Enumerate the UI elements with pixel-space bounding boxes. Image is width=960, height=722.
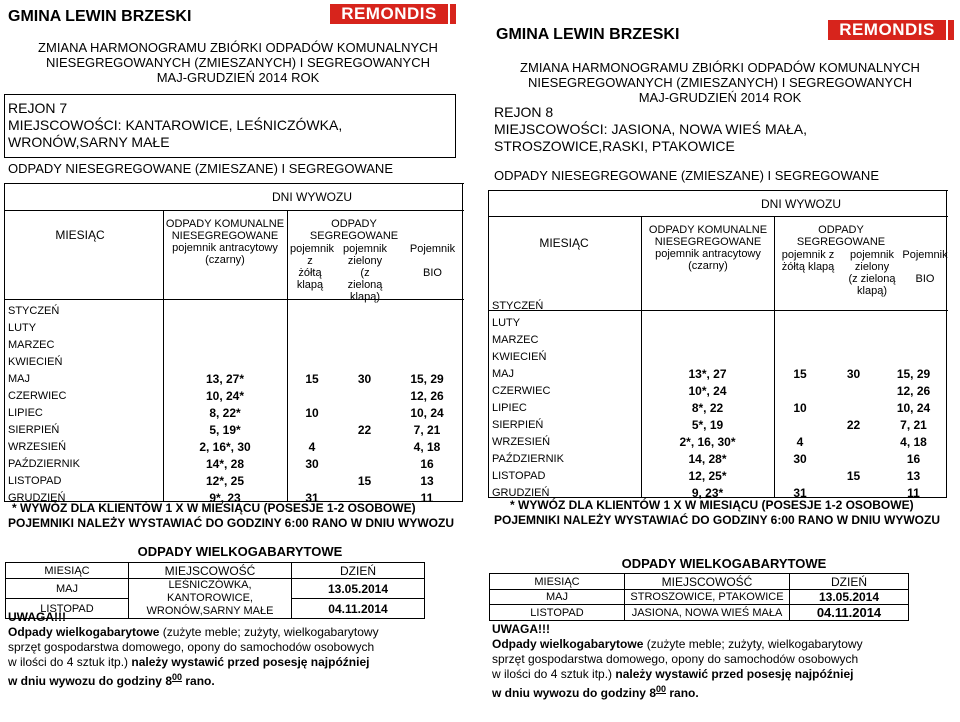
yellow-bin-days (287, 302, 337, 319)
month-cell: WRZESIEŃ (8, 440, 67, 453)
green-bin-days (337, 336, 392, 353)
col-komunalne-header (643, 224, 773, 272)
title-line: NIESEGREGOWANYCH (ZMIESZANYCH) I SEGREGOWANYCH (45, 55, 430, 70)
bio-bin-days (392, 336, 462, 353)
header-line: Pojemnik (902, 249, 948, 261)
green-bin-days: 15 (846, 468, 861, 483)
yellow-bin-days: 30 (793, 451, 807, 466)
warning-block (8, 610, 473, 689)
schedule-row (489, 365, 946, 382)
header-line: klapą) (350, 291, 380, 303)
green-bin-days (826, 331, 881, 348)
warning-text: (zużyte meble; zużyty, wielkogabarytowy (643, 637, 863, 651)
schedule-row (489, 348, 946, 365)
warning-line: sprzęt gospodarstwa domowego, opony do samochodów osobowych (492, 652, 859, 666)
mixed-waste-days (163, 319, 287, 336)
header-line: zielony (854, 261, 890, 273)
warning-line (492, 667, 960, 682)
gmina-title: GMINA LEWIN BRZESKI (496, 26, 680, 43)
schedule-row (489, 450, 946, 467)
yellow-bin-days (287, 353, 337, 370)
green-bin-days (826, 382, 881, 399)
month-cell: LIPIEC (8, 406, 43, 419)
title-line: ZMIANA HARMONOGRAMU ZBIÓRKI ODPADÓW KOMUNALNYCH (38, 40, 438, 55)
month-cell: LISTOPAD (8, 474, 62, 487)
col-green-header (842, 249, 902, 297)
schedule-title (8, 40, 468, 85)
waste-header: ODPADY NIESEGREGOWANE (ZMIESZANE) I SEGREGOWANE (494, 168, 879, 183)
header-line: (czarny) (205, 254, 245, 266)
bio-bin-days: 4, 18 (900, 434, 927, 449)
region-label: REJON 8 (494, 104, 554, 120)
bulky-col-place: MIEJSCOWOŚĆ (129, 563, 292, 579)
mixed-waste-days: 2, 16*, 30 (199, 439, 251, 454)
month-cell: MARZEC (8, 338, 55, 351)
warning-text: w ilości do 4 sztuk itp.) (492, 667, 616, 681)
yellow-bin-days (774, 467, 826, 484)
mixed-waste-days: 14, 28* (688, 451, 727, 466)
warning-bold: należy wystawić przed posesję najpóźniej (131, 655, 370, 669)
green-bin-days (826, 314, 881, 331)
green-bin-days (826, 450, 881, 467)
bio-bin-days: 13 (906, 468, 921, 483)
yellow-bin-days: 4 (308, 439, 316, 454)
green-bin-days: 22 (357, 422, 372, 437)
warning-title: UWAGA!!! (492, 622, 550, 636)
warning-block (492, 622, 960, 701)
green-bin-days: 15 (357, 473, 372, 488)
header-line: (czarny) (688, 260, 728, 272)
green-bin-days (337, 302, 392, 319)
green-bin-days: 30 (846, 366, 861, 381)
header-line: żółtą klapą (781, 261, 835, 273)
schedule-row (489, 467, 946, 484)
mixed-waste-days: 14*, 28 (205, 456, 245, 471)
yellow-bin-days: 30 (305, 456, 319, 471)
bulky-day: 04.11.2014 (790, 605, 909, 621)
warning-text: w dniu wywozu do godziny 8 (492, 686, 656, 700)
mixed-waste-days: 9, 23* (691, 485, 724, 500)
bio-bin-days (392, 319, 462, 336)
bulky-col-month: MIESIĄC (490, 574, 625, 590)
header-line: klapą) (857, 285, 887, 297)
bio-bin-days: 10, 24 (896, 400, 931, 415)
mixed-waste-days (163, 353, 287, 370)
header-line: Pojemnik (409, 243, 456, 255)
days-header: DNI WYWOZU (761, 197, 841, 211)
bulky-col-day: DZIEŃ (292, 563, 425, 579)
yellow-bin-days (774, 382, 826, 399)
bulky-waste-table (489, 573, 909, 621)
note-once-monthly: * WYWÓZ DLA KLIENTÓW 1 X W MIESIĄCU (POSESJE 1-2 OSOBOWE) (510, 498, 914, 512)
bulky-place: JASIONA, NOWA WIEŚ MAŁA (625, 605, 790, 621)
header-line: NIESEGREGOWANE (654, 236, 762, 248)
header-line: zieloną (347, 279, 383, 291)
mixed-waste-days: 10, 24* (205, 388, 245, 403)
note-once-monthly: * WYWÓZ DLA KLIENTÓW 1 X W MIESIĄCU (POSESJE 1-2 OSOBOWE) (12, 501, 416, 515)
yellow-bin-days: 15 (305, 371, 319, 386)
green-bin-days (337, 455, 392, 472)
schedule-row (489, 416, 946, 433)
yellow-bin-days (287, 472, 337, 489)
month-cell: SIERPIEŃ (492, 418, 544, 431)
mixed-waste-days: 13*, 27 (688, 366, 727, 381)
warning-bold: należy wystawić przed posesję najpóźniej (615, 667, 854, 681)
schedule-row (5, 302, 462, 319)
yellow-bin-days (287, 336, 337, 353)
bulky-waste-title: ODPADY WIELKOGABARYTOWE (621, 556, 827, 571)
bulky-month: MAJ (490, 590, 625, 605)
bulky-waste-title: ODPADY WIELKOGABARYTOWE (137, 544, 343, 559)
mixed-waste-days (163, 336, 287, 353)
schedule-panel-rejon-8 (484, 0, 960, 722)
schedule-row (489, 331, 946, 348)
col-bio-header (902, 249, 948, 285)
mixed-waste-days: 8, 22* (209, 405, 241, 420)
mixed-waste-days: 12, 25* (688, 468, 727, 483)
month-cell: KWIECIEŃ (492, 350, 547, 363)
bio-bin-days (881, 297, 946, 314)
header-line: ODPADY KOMUNALNE (165, 218, 285, 230)
remondis-logo: REMONDIS (330, 4, 448, 24)
month-cell: SIERPIEŃ (8, 423, 60, 436)
region-label: REJON 7 (8, 100, 68, 116)
month-cell: LUTY (8, 321, 37, 334)
bio-bin-days (392, 302, 462, 319)
warning-text: rano. (182, 674, 215, 688)
gmina-title: GMINA LEWIN BRZESKI (8, 8, 192, 25)
green-bin-days: 22 (846, 417, 861, 432)
green-bin-days (337, 404, 392, 421)
mixed-waste-days (641, 297, 774, 314)
col-komunalne-header (165, 218, 285, 266)
header-line: BIO (915, 273, 935, 285)
title-line: NIESEGREGOWANYCH (ZMIESZANYCH) I SEGREGOWANYCH (527, 75, 912, 90)
col-green-header (340, 243, 390, 303)
green-bin-days (337, 438, 392, 455)
warning-text: w dniu wywozu do godziny 8 (8, 674, 172, 688)
green-bin-days (826, 399, 881, 416)
schedule-row (5, 404, 462, 421)
bio-bin-days (392, 353, 462, 370)
bulky-col-place: MIEJSCOWOŚĆ (625, 574, 790, 590)
schedule-row (5, 387, 462, 404)
yellow-bin-days (774, 297, 826, 314)
col-segregowane-header: ODPADY SEGREGOWANE (309, 218, 399, 242)
green-bin-days (337, 387, 392, 404)
warning-line (8, 670, 473, 689)
schedule-row (5, 336, 462, 353)
bulky-month: LISTOPAD (490, 605, 625, 621)
warning-sup: 00 (656, 684, 667, 694)
month-cell: MAJ (492, 367, 514, 380)
green-bin-days (337, 319, 392, 336)
schedule-row (5, 370, 462, 387)
schedule-row (489, 433, 946, 450)
yellow-bin-days: 4 (796, 434, 804, 449)
mixed-waste-days (641, 314, 774, 331)
note-set-out-time: POJEMNIKI NALEŻY WYSTAWIAĆ DO GODZINY 6:00 RANO W DNIU WYWOZU (494, 513, 941, 527)
col-yellow-header (290, 243, 335, 291)
schedule-row (489, 314, 946, 331)
bio-bin-days: 10, 24 (410, 405, 444, 420)
month-cell: WRZESIEŃ (492, 435, 551, 448)
month-cell: PAŹDZIERNIK (8, 457, 80, 470)
month-cell: LUTY (492, 316, 521, 329)
schedule-row (489, 399, 946, 416)
mixed-waste-days: 8*, 22 (691, 400, 724, 415)
mixed-waste-days (163, 302, 287, 319)
mixed-waste-days (641, 348, 774, 365)
header-line: pojemnik z (781, 249, 835, 261)
bio-bin-days (881, 314, 946, 331)
yellow-bin-days (774, 416, 826, 433)
bulky-day: 04.11.2014 (292, 599, 425, 619)
schedule-panel-rejon-7 (0, 0, 478, 722)
mixed-waste-days: 5*, 19 (691, 417, 724, 432)
warning-line (8, 655, 473, 670)
bio-bin-days: 15, 29 (896, 366, 931, 381)
header-line: pojemnik (290, 243, 335, 255)
days-header: DNI WYWOZU (272, 190, 352, 204)
places-line: MIEJSCOWOŚCI: JASIONA, NOWA WIEŚ MAŁA, (494, 121, 807, 137)
warning-bold: Odpady wielkogabarytowe (492, 637, 644, 651)
bulky-day: 13.05.2014 (292, 579, 425, 599)
yellow-bin-days: 10 (305, 405, 319, 420)
warning-text: rano. (666, 686, 699, 700)
bulky-month: LISTOPAD (6, 599, 129, 619)
bio-bin-days: 7, 21 (413, 422, 441, 437)
title-line: MAJ-GRUDZIEŃ 2014 ROK (638, 90, 802, 105)
bulky-place-line: LEŚNICZÓWKA, KANTOROWICE, (167, 579, 253, 604)
schedule-title (488, 60, 952, 105)
header-line: NIESEGREGOWANE (171, 230, 279, 242)
yellow-bin-days: 10 (793, 400, 807, 415)
mixed-waste-days (641, 331, 774, 348)
warning-line (8, 625, 473, 640)
yellow-bin-days (774, 331, 826, 348)
warning-line: sprzęt gospodarstwa domowego, opony do samochodów osobowych (8, 640, 375, 654)
places-line: WRONÓW,SARNY MAŁE (8, 134, 170, 150)
warning-text: w ilości do 4 sztuk itp.) (8, 655, 132, 669)
month-cell: MARZEC (492, 333, 539, 346)
header-line: pojemnik antracytowy (172, 242, 278, 254)
bio-bin-days: 16 (906, 451, 921, 466)
bio-bin-days: 12, 26 (410, 388, 444, 403)
yellow-bin-days: 15 (793, 366, 807, 381)
warning-sup: 00 (172, 672, 183, 682)
warning-bold: Odpady wielkogabarytowe (8, 625, 160, 639)
yellow-bin-days (774, 314, 826, 331)
warning-line (492, 682, 960, 701)
schedule-row (5, 421, 462, 438)
bio-bin-days (881, 331, 946, 348)
remondis-logo: REMONDIS (828, 20, 946, 40)
schedule-row (5, 438, 462, 455)
month-cell: CZERWIEC (8, 389, 67, 402)
month-cell: CZERWIEC (492, 384, 551, 397)
mixed-waste-days: 13, 27* (205, 371, 245, 386)
mixed-waste-days: 5, 19* (209, 422, 241, 437)
yellow-bin-days (287, 319, 337, 336)
month-cell: KWIECIEŃ (8, 355, 63, 368)
schedule-table (5, 302, 462, 506)
mixed-waste-days: 10*, 24 (688, 383, 727, 398)
warning-text: (zużyte meble; zużyty, wielkogabarytowy (159, 625, 379, 639)
month-cell: STYCZEŃ (8, 304, 60, 317)
mixed-waste-days: 2*, 16, 30* (679, 434, 736, 449)
yellow-bin-days: 31 (793, 485, 807, 500)
header-line: BIO (423, 267, 442, 279)
month-cell: STYCZEŃ (492, 299, 544, 312)
month-cell: LIPIEC (492, 401, 527, 414)
bio-bin-days: 16 (420, 456, 434, 471)
bulky-day: 13.05.2014 (790, 590, 909, 605)
month-cell: LISTOPAD (492, 469, 546, 482)
schedule-row (489, 297, 946, 314)
bulky-month: MAJ (6, 579, 129, 599)
header-line: żółtą (298, 267, 322, 279)
schedule-row (5, 353, 462, 370)
green-bin-days (826, 348, 881, 365)
month-cell: PAŹDZIERNIK (492, 452, 564, 465)
yellow-bin-days (287, 387, 337, 404)
bio-bin-days: 11 (420, 490, 434, 505)
title-line: ZMIANA HARMONOGRAMU ZBIÓRKI ODPADÓW KOMUNALNYCH (520, 60, 920, 75)
yellow-bin-days: 31 (305, 490, 319, 505)
schedule-table (489, 297, 946, 501)
col-month-header: MIESIĄC (539, 236, 589, 250)
bulky-col-month: MIESIĄC (6, 563, 129, 579)
header-line: ODPADY KOMUNALNE (648, 224, 768, 236)
header-line: pojemnik antracytowy (655, 248, 761, 260)
mixed-waste-days: 12*, 25 (205, 473, 245, 488)
bio-bin-days: 13 (420, 473, 434, 488)
col-bio-header (405, 243, 460, 279)
header-line: z (307, 255, 313, 267)
bulky-place-line: WRONÓW,SARNY MAŁE (146, 605, 274, 617)
note-set-out-time: POJEMNIKI NALEŻY WYSTAWIAĆ DO GODZINY 6:00 RANO W DNIU WYWOZU (8, 516, 455, 530)
mixed-waste-days: 9*, 23 (209, 490, 241, 505)
places-line: MIEJSCOWOŚCI: KANTAROWICE, LEŚNICZÓWKA, (8, 117, 343, 133)
green-bin-days (826, 433, 881, 450)
green-bin-days (826, 297, 881, 314)
header-line: pojemnik (849, 249, 895, 261)
bio-bin-days: 12, 26 (896, 383, 931, 398)
col-month-header: MIESIĄC (55, 228, 105, 242)
places-line: STROSZOWICE,RASKI, PTAKOWICE (494, 138, 735, 154)
header-line: zielony (347, 255, 383, 267)
month-cell: MAJ (8, 372, 30, 385)
yellow-bin-days (287, 421, 337, 438)
month-cell: GRUDZIEŃ (492, 486, 550, 499)
header-line: (z zieloną (848, 273, 896, 285)
schedule-row (489, 382, 946, 399)
green-bin-days: 30 (357, 371, 372, 386)
bio-bin-days: 15, 29 (410, 371, 444, 386)
col-segregowane-header: ODPADY SEGREGOWANE (796, 224, 886, 248)
yellow-bin-days (774, 348, 826, 365)
bio-bin-days: 7, 21 (900, 417, 927, 432)
schedule-row (5, 319, 462, 336)
warning-title: UWAGA!!! (8, 610, 66, 624)
bulky-col-day: DZIEŃ (790, 574, 909, 590)
header-line: (z (360, 267, 370, 279)
bio-bin-days (881, 348, 946, 365)
warning-line (492, 637, 960, 652)
green-bin-days (337, 353, 392, 370)
bio-bin-days: 4, 18 (413, 439, 441, 454)
col-yellow-header (778, 249, 838, 273)
waste-header: ODPADY NIESEGREGOWANE (ZMIESZANE) I SEGREGOWANE (8, 161, 393, 176)
month-cell: GRUDZIEŃ (8, 491, 66, 504)
bio-bin-days: 11 (907, 485, 920, 500)
header-line: pojemnik (342, 243, 388, 255)
schedule-row (5, 455, 462, 472)
header-line: klapą (296, 279, 324, 291)
bulky-place: STROSZOWICE, PTAKOWICE (625, 590, 790, 605)
title-line: MAJ-GRUDZIEŃ 2014 ROK (156, 70, 320, 85)
schedule-row (5, 472, 462, 489)
